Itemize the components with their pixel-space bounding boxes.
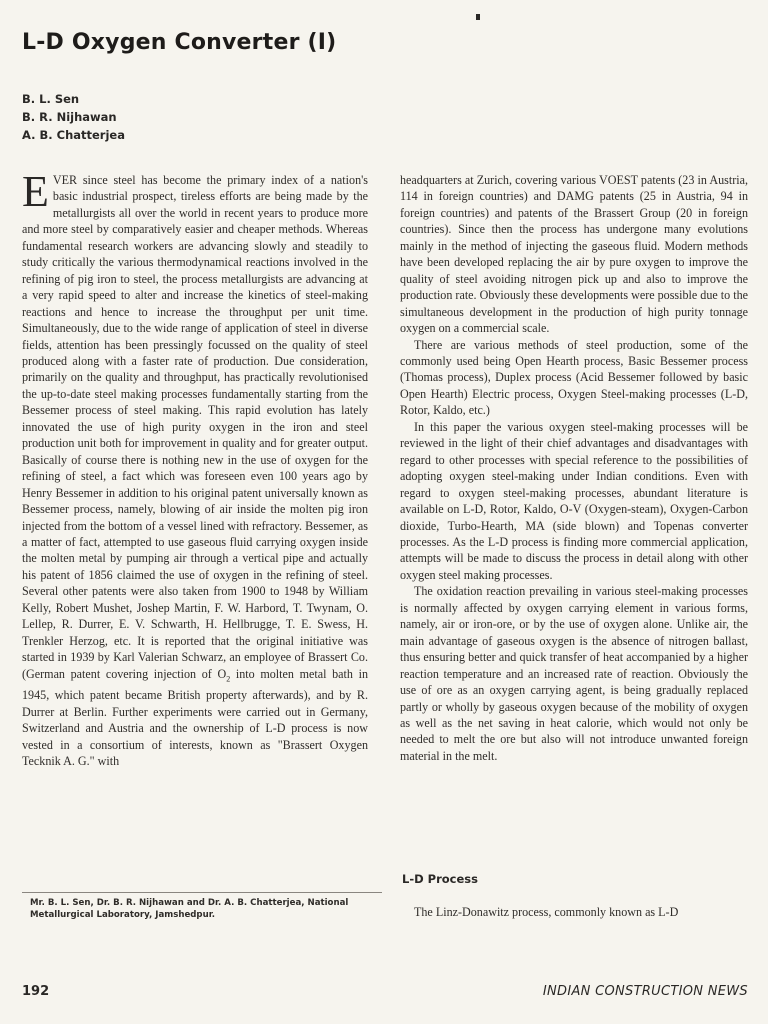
scan-mark bbox=[476, 14, 480, 20]
right-column bbox=[400, 172, 748, 764]
drop-cap: E bbox=[22, 167, 49, 216]
subscript: 2 bbox=[226, 674, 231, 683]
author-list bbox=[22, 90, 125, 144]
author-name: B. R. Nijhawan bbox=[22, 110, 117, 124]
left-column bbox=[22, 167, 368, 770]
footnote-divider bbox=[22, 892, 382, 893]
body-paragraph: headquarters at Zurich, covering various VOEST patents (23 in Austria, 114 in foreign countries) and DAMG patents (25 in Austria, 94 in foreign countries) and patents of the Brassert Group (20 in foreign countries). Since then the process has undergone many evolutions mainly in the method of injecting the gaseous fluid. Modern methods have been developed replacing the air by pure oxygen to improve the quality of steel avoiding nitrogen pick up and also to improve the production rate. Obviously these developments were possible due to the simultaneous development in the production of high purity tonnage oxygen on a commercial scale. bbox=[400, 173, 748, 336]
page-number: 192 bbox=[22, 984, 50, 999]
paragraph-text-tail: into molten metal bath in 1945, which patent became British property afterwards), and by R. Durrer at Berlin. Further experiments were carried out in Germany, Switzerland and Austria and the ownership of L-D process is now vested in a consortium of interests, known as "Brassert Oxygen Tecknik A. G." with bbox=[22, 666, 368, 769]
section-paragraph: The Linz-Donawitz process, commonly known as L-D bbox=[414, 905, 679, 919]
section-heading: L-D Process bbox=[402, 872, 478, 886]
body-paragraph: The oxidation reaction prevailing in various steel-making processes is normally affected by oxygen carrying element in various forms, namely, air or iron-ore, or by the use of oxygen alone. Unlike air, the main advantage of gaseous oxygen is the absence of nitrogen ballast, thus ensuring better and quick transfer of heat accompanied by a higher reaction temperature and an increased rate of reaction. Obviously the use of ore as an oxygen carrying agent, is being gradually replaced partly or wholly by gaseous oxygen because of the mobility of oxygen as well as the net saving in heat calorie, which would not only be needed to melt the ore but also will not introduce unwanted foreign material in the melt. bbox=[400, 584, 748, 763]
author-name: A. B. Chatterjea bbox=[22, 128, 125, 142]
article-title: L-D Oxygen Converter (I) bbox=[22, 30, 337, 55]
publication-name: INDIAN CONSTRUCTION NEWS bbox=[542, 984, 748, 999]
author-name: B. L. Sen bbox=[22, 92, 80, 106]
footnote: Mr. B. L. Sen, Dr. B. R. Nijhawan and Dr. A. B. Chatterjea, National Metallurgical Laboratory, Jamshedpur. bbox=[30, 898, 349, 920]
header-scan-marks bbox=[0, 14, 768, 24]
paragraph-text: VER since steel has become the primary index of a nation's basic industrial prospect, tireless efforts are being made by the metallurgists all over the world in recent years to produce more and more steel by comparatively easier and cheaper methods. Whereas fundamental research workers are advancing slowly and steadily to study critically the various thermodynamical reactions involved in the refining of pig iron to steel, the process metallurgists are advancing at a very rapid speed to alter and increase the kinetics of steel-making reactions and hence to increase the throughput per unit time. Simultaneously, due to the wide range of application of steel in diverse fields, attention has been pressingly focussed on the quality of steel produced along with a faster rate of production. Due consideration, primarily on the quality and throughput, has practically revolutionised the up-to-date steel making processes fundamentally starting from the Bessemer process of steel making. This rapid evolution has lately innovated the use of high purity oxygen in the iron and steel production unit both for improvement in quality and for greater output. Basically of course there is nothing new in the use of oxygen for the refining of steel, a fact which was foreseen even 100 years ago by Henry Bessemer in addition to his original patent universally known as Bessemer process, namely, blowing of air inside the molten pig iron injected from the bottom of a vessel lined with refractory. Bessemer, as a matter of fact, attempted to use gaseous fluid carrying oxygen inside the molten metal by pumping air through a vertical pipe and actually his patent of 1856 claimed the use of oxygen in the refining of steel. Several other patents were also taken from 1900 to 1948 by William Kelly, Robert Mushet, Joshep Martin, F. W. Harbord, T. Twynam, O. Lellep, R. Durrer, E. V. Schwarth, H. Hellbrugge, T. E. Swess, H. Trenkler Herzog, etc. It is reported that the original initiative was started in 1939 by Karl Valerian Schwarz, an employee of Brassert Co. (German patent covering injection of O bbox=[22, 173, 368, 681]
body-paragraph bbox=[22, 167, 368, 770]
body-paragraph: In this paper the various oxygen steel-making processes will be reviewed in the light of their chief advantages and disadvantages with regard to other processes with special reference to the possibilities of adopting oxygen steel-making under Indian conditions. Even with regard to oxygen steel-making processes, abundant literature is available on L-D, Rotor, Kaldo, O-V (Oxygen-steam), Oxygen-Carbon dioxide, Turbo-Hearth, MA (side blown) and Topenas converter processes. As the L-D process is finding more commercial application, attempts will be made to discuss the process in detail along with other oxygen steel making processes. bbox=[400, 419, 748, 582]
body-paragraph: There are various methods of steel production, some of the commonly used being Open Hearth process, Basic Bessemer process (Thomas process), Duplex process (Acid Bessemer followed by basic Open Hearth) Electric process, Oxygen Steel-making processes (L-D, Rotor, Kaldo, etc.) bbox=[400, 337, 748, 418]
